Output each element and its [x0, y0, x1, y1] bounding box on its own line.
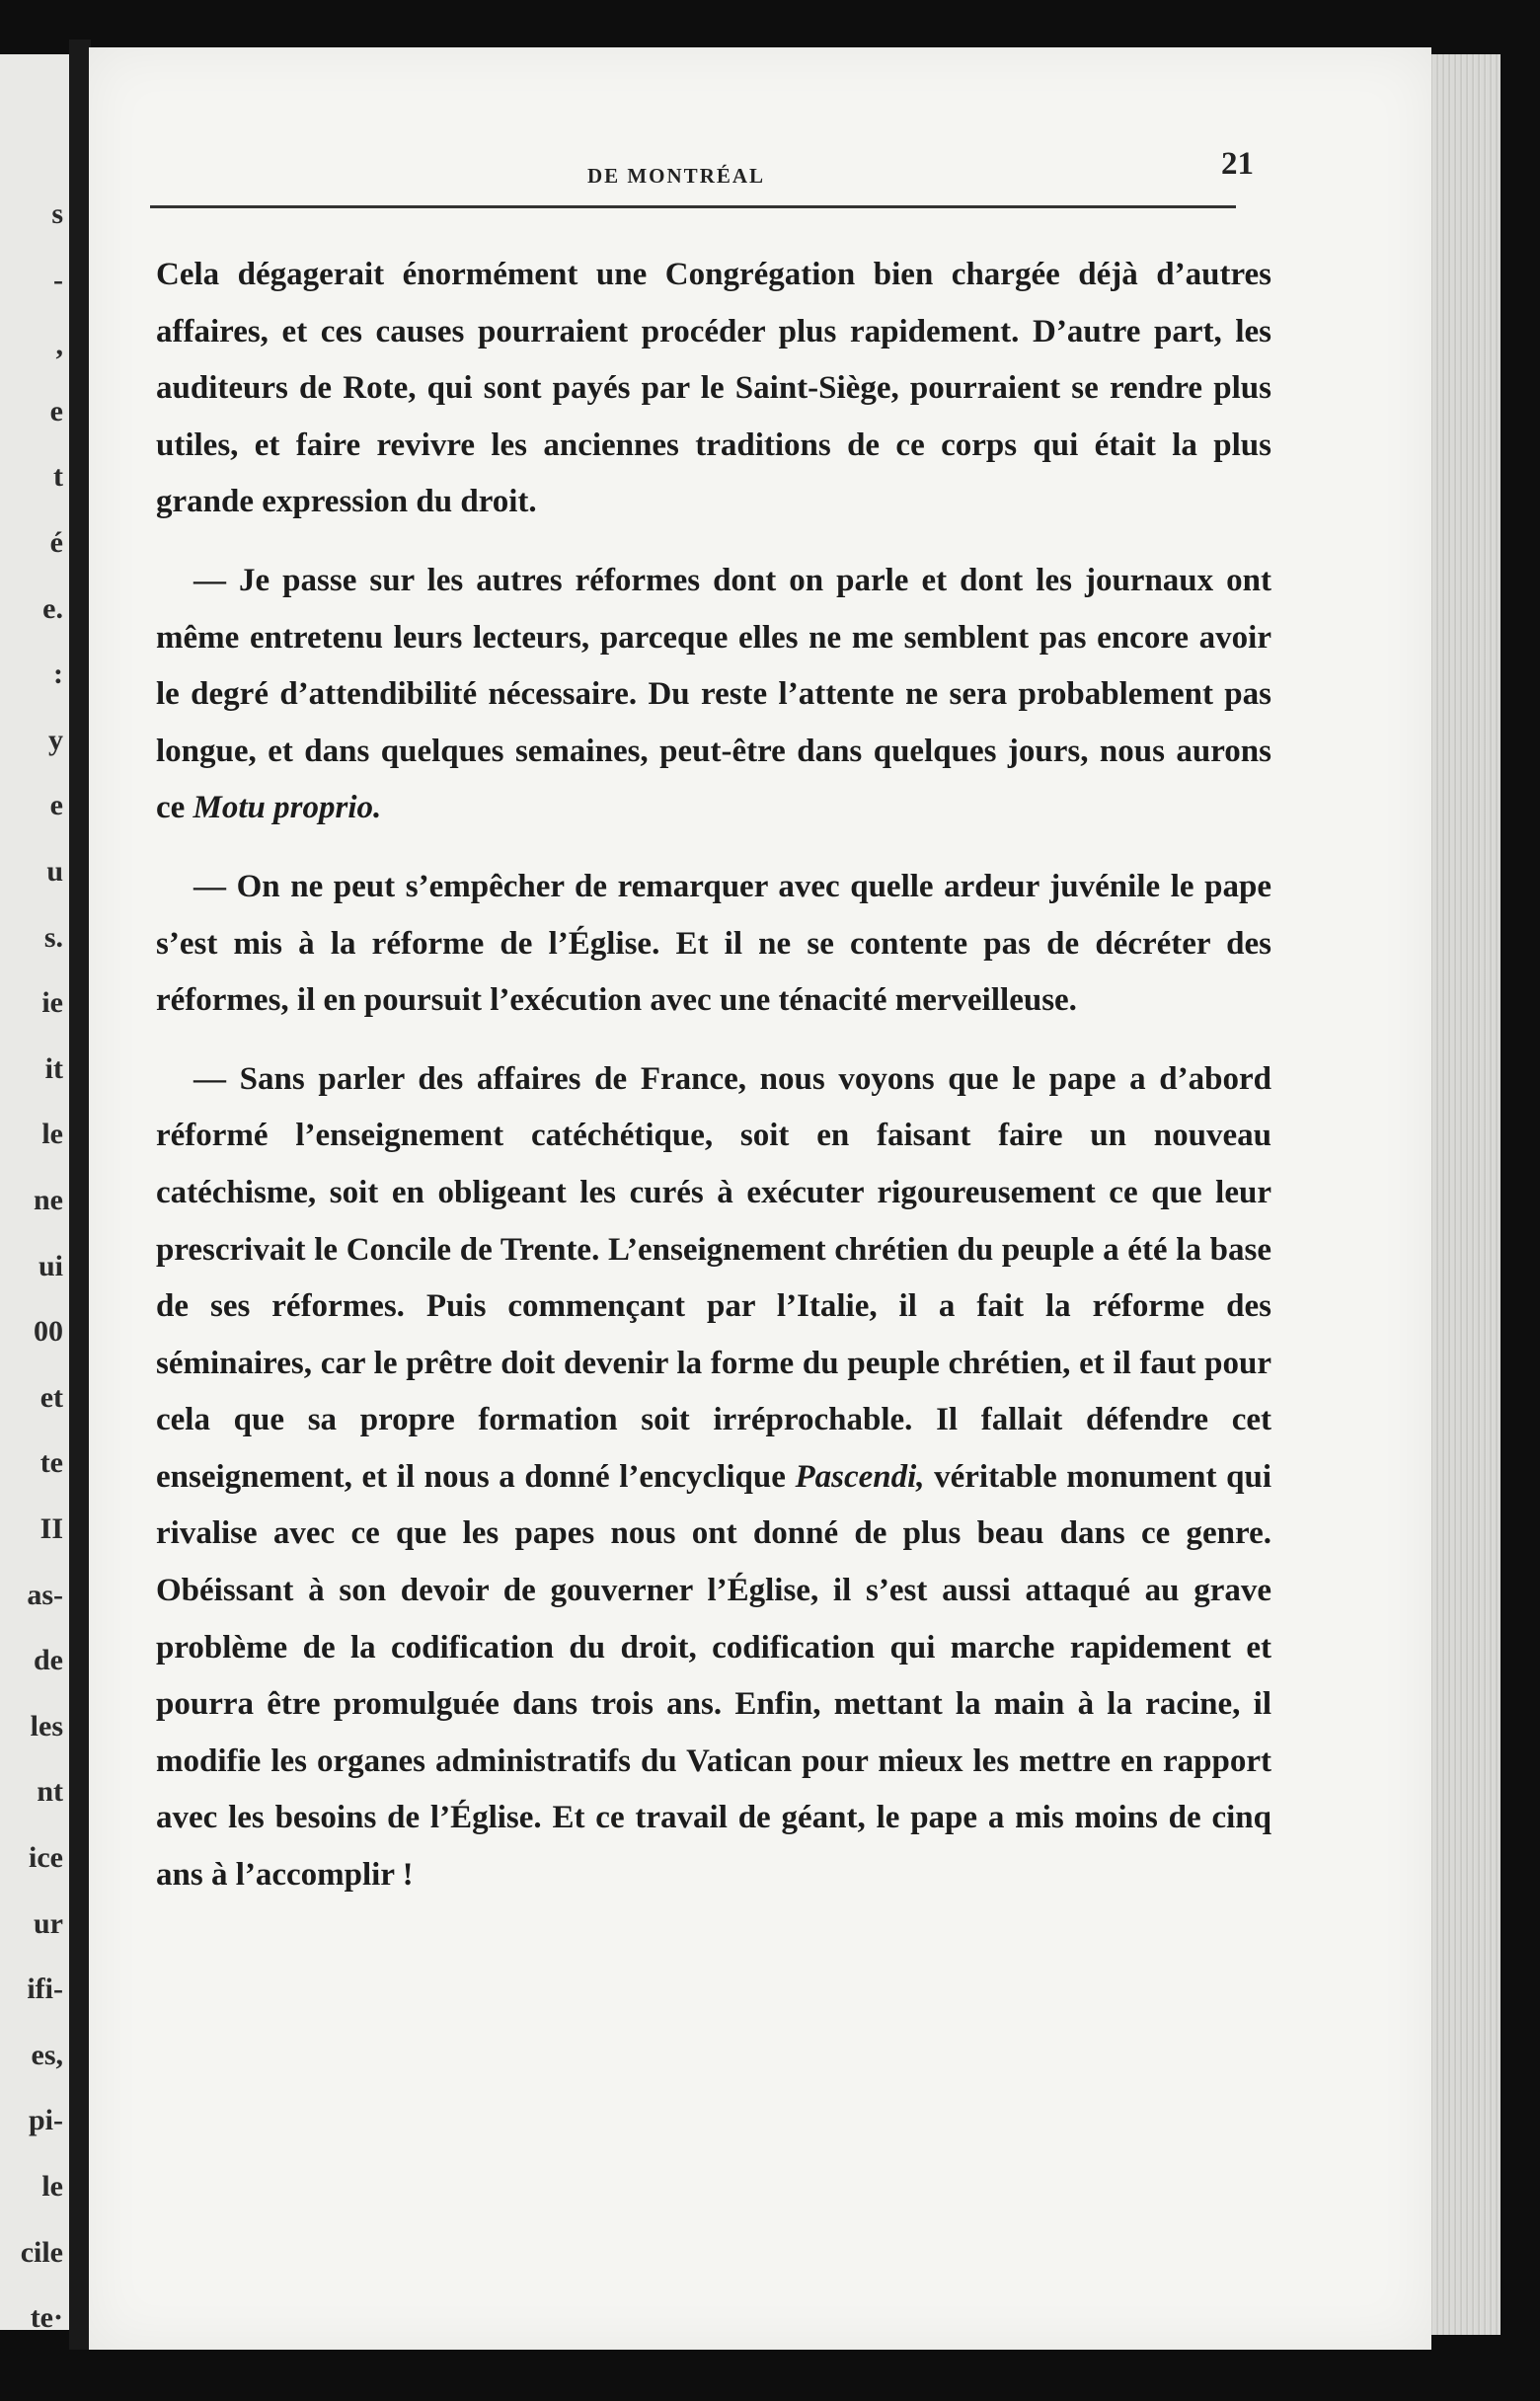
- facing-page-fragment: :: [53, 658, 63, 691]
- paragraph: [156, 859, 1271, 1030]
- facing-page-fragment: ifi-: [27, 1973, 63, 2006]
- facing-page-fragment: s: [51, 197, 63, 230]
- paragraph: [156, 247, 1271, 531]
- paragraph-text: — On ne peut s’empêcher de remarquer avec quelle ardeur juvénile le pape s’est mis à la réforme de l’Église. Et il ne se contente pas de décréter des réformes, il en poursuit l’exécution avec une ténacité merveilleuse.: [156, 868, 1271, 1019]
- facing-page-fragment: II: [39, 1512, 63, 1545]
- facing-page-fragment: les: [30, 1709, 63, 1743]
- facing-page-fragment: le: [41, 1118, 63, 1151]
- paragraph: [156, 1051, 1271, 1904]
- facing-page-fragment: ui: [38, 1249, 63, 1282]
- facing-page-fragment: e.: [42, 591, 63, 625]
- facing-page-fragment: as-: [27, 1578, 63, 1611]
- facing-page-fragment: te·: [30, 2301, 63, 2330]
- facing-page-fragment: é: [49, 526, 63, 559]
- facing-page-fragment: y: [48, 723, 63, 756]
- paragraph-text: Cela dégagerait énormément une Congrégation bien chargée déjà d’autres affaires, et ces causes pourraient procéder plus rapidement. D’autre part, les auditeurs de Rote, qui sont payés par le Saint-Siège, pourraient se rendre plus utiles, et faire revivre les anciennes traditions de ce corps qui était la plus grande expression du droit.: [156, 257, 1271, 520]
- paragraph-text: — Sans parler des affaires de France, nous voyons que le pape a d’abord réformé l’enseignement catéchétique, soit en faisant faire un nouveau catéchisme, soit en obligeant les curés à exécuter rigoureusement ce que leur prescrivait le Concile de Trente. L’enseignement chrétien du peuple a été la base de ses réformes. Puis commençant par l’Italie, il a fait la réforme des séminaires, car le prêtre doit devenir la forme du peuple chrétien, et il faut pour cela que sa propre formation soit irréprochable. Il fallait défendre cet enseignement, et il nous a donné l’encyclique: [156, 1060, 1271, 1495]
- facing-page-fragment: 00: [34, 1315, 63, 1349]
- facing-page-fragment: -: [53, 263, 63, 296]
- facing-page-fragment: s.: [43, 920, 63, 954]
- facing-page-fragment: e: [49, 789, 63, 822]
- facing-page-fragment: te: [39, 1446, 63, 1480]
- facing-page-fragment: nt: [37, 1775, 63, 1809]
- facing-page-fragment: t: [53, 460, 63, 494]
- italic-title: Motu proprio.: [192, 790, 382, 826]
- italic-title: Pascendi,: [795, 1458, 925, 1495]
- facing-page-fragment: u: [46, 855, 63, 888]
- facing-page-fragment: ie: [41, 986, 63, 1020]
- page-number: 21: [1221, 146, 1254, 182]
- paragraph-text: — Je passe sur les autres réformes dont on parle et dont les journaux ont même entretenu leurs lecteurs, parceque elles ne me semblent pas encore avoir le degré d’attendibilité nécessaire. Du reste l’attente ne sera probablement pas longue, et dans quelques semaines, peut-être dans quelques jours, nous aurons ce: [156, 562, 1271, 826]
- facing-page-fragment: ice: [29, 1841, 63, 1874]
- page-edges: [1422, 54, 1501, 2335]
- facing-page-fragment: es,: [31, 2038, 63, 2071]
- page-header: [99, 107, 1254, 188]
- facing-page-fragment: it: [44, 1051, 63, 1085]
- facing-page-fragment: e: [49, 394, 63, 427]
- facing-page-fragment: cile: [20, 2235, 63, 2269]
- facing-page-fragment: ne: [34, 1184, 63, 1216]
- facing-page-fragment: le: [41, 2170, 63, 2203]
- adjacent-left-page: [0, 54, 69, 2330]
- facing-page-fragment: pi-: [28, 2104, 63, 2137]
- facing-page-fragment: ur: [34, 1906, 63, 1940]
- book-gutter: [69, 39, 91, 2350]
- facing-page-fragment: et: [39, 1380, 63, 1414]
- paragraph-text: véritable monument qui rivalise avec ce que les papes nous ont donné de plus beau dans ce genre. Obéissant à son devoir de gouverner l’Église, il s’est aussi attaqué au grave problème de la codification du droit, codification qui marche rapidement et pourra être promulguée dans trois ans. Enfin, mettant la main à la racine, il modifie les organes administratifs du Vatican pour mieux les mettre en rapport avec les besoins de l’Église. Et ce travail de géant, le pape a mis moins de cinq ans à l’accomplir !: [156, 1458, 1271, 1894]
- header-rule: [150, 205, 1236, 208]
- facing-page-fragment: ,: [55, 329, 63, 362]
- running-head: DE MONTRÉAL: [586, 164, 766, 188]
- facing-page-fragment: de: [34, 1644, 63, 1677]
- body-text: [156, 247, 1271, 1904]
- paragraph: [156, 553, 1271, 837]
